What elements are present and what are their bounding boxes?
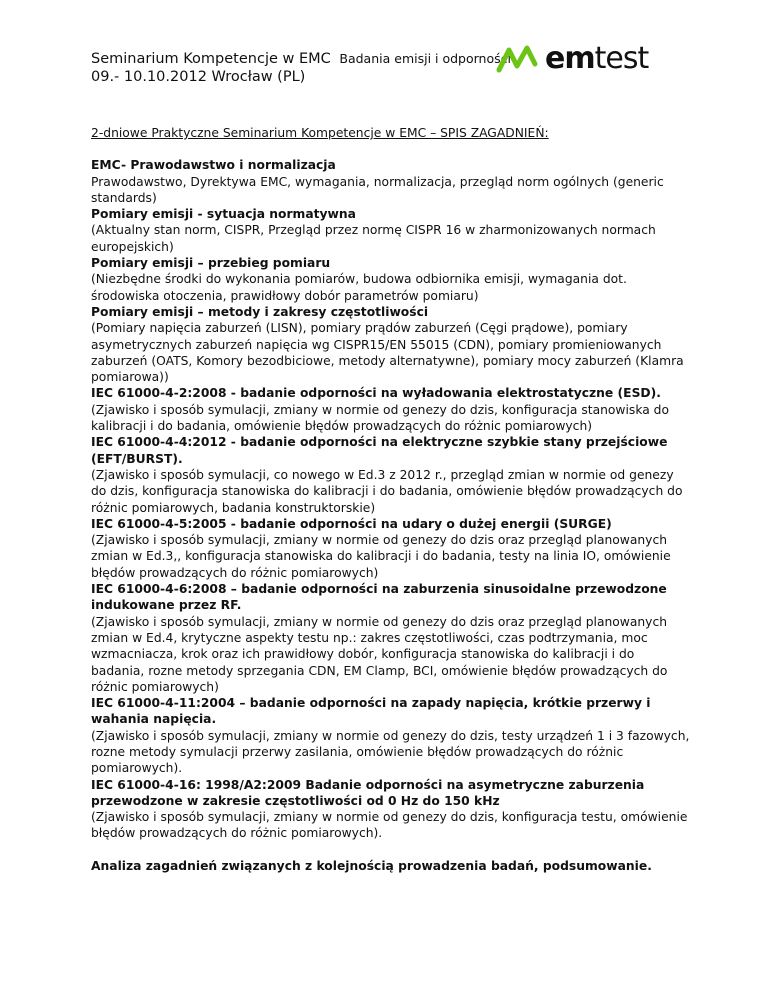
section-heading: EMC- Prawodawstwo i normalizacja xyxy=(91,158,336,173)
section-body: (Zjawisko i sposób symulacji, co nowego w Ed.3 z 2012 r., przegląd zmian w normie od genezy do dzis, konfiguracja stanowiska do kalibracji i do badania, omówienie błędów prowadzących do różnic pomiarowych, badania konstruktorskie) xyxy=(91,467,683,515)
section-heading: IEC 61000-4-2:2008 - badanie odporności na wyładowania elektrostatyczne (ESD). xyxy=(91,386,661,401)
document-title: 2-dniowe Praktyczne Seminarium Kompetencje w EMC – SPIS ZAGADNIEŃ: xyxy=(91,126,549,140)
section-body: (Zjawisko i sposób symulacji, zmiany w normie od genezy do dzis oraz przegląd planowanych zmian w Ed.3,, konfiguracja stanowiska do kalibracji i do badania, testy na linia IO, omówienie błędów prowadzących do różnic pomiarowych) xyxy=(91,533,671,580)
section-body: (Zjawisko i sposób symulacji, zmiany w normie od genezy do dzis, konfiguracja testu, omówienie błędów prowadzących do różnic pomiarowych). xyxy=(91,810,688,841)
seminar-date: 09.- 10.10.2012 Wrocław (PL) xyxy=(91,69,306,85)
logo-wave-icon xyxy=(495,44,539,74)
section-body: (Pomiary napięcia zaburzeń (LISN), pomiary prądów zaburzeń (Cęgi prądowe), pomiary asymetrycznych zaburzeń napięcia wg CISPR15/EN 55015 (CDN), pomiary promieniowanych zaburzeń (OATS, Komory bezodbiciowe, metody alternatywne), pomiary mocy zaburzeń (Klamra pomiarowa)) xyxy=(91,321,684,385)
logo-wordmark xyxy=(545,41,649,76)
section-body: (Zjawisko i sposób symulacji, zmiany w normie od genezy do dzis, testy urządzeń 1 i 3 fazowych, rozne metody symulacji przerwy zasilania, omówienie błędów prowadzących do różnic pomiarowych). xyxy=(91,728,690,776)
emtest-logo xyxy=(495,40,675,78)
logo-text-light: test xyxy=(594,41,649,76)
document-body xyxy=(91,125,691,874)
section-heading: IEC 61000-4-11:2004 – badanie odporności na zapady napięcia, krótkie przerwy i wahania napięcia. xyxy=(91,696,651,727)
section-heading: Pomiary emisji – przebieg pomiaru xyxy=(91,256,331,271)
section-heading: Pomiary emisji – metody i zakresy częstotliwości xyxy=(91,304,429,319)
header-title xyxy=(91,50,511,68)
section-body: (Zjawisko i sposób symulacji, zmiany w normie od genezy do dzis, konfiguracja stanowiska do kalibracji i do badania, omówienie błędów prowadzących do różnic pomiarowych) xyxy=(91,402,669,434)
section-body: (Niezbędne środki do wykonania pomiarów, budowa odbiornika emisji, wymagania dot. środowiska otoczenia, prawidłowy dobór parametrów pomiaru) xyxy=(91,272,627,303)
section-heading: IEC 61000-4-4:2012 - badanie odporności na elektryczne szybkie stany przejściowe (EFT/BURST). xyxy=(91,435,668,466)
section-body: Prawodawstwo, Dyrektywa EMC, wymagania, normalizacja, przegląd norm ogólnych (generic standards) xyxy=(91,174,664,205)
section-heading: IEC 61000-4-6:2008 – badanie odporności na zaburzenia sinusoidalne przewodzone indukowane przez RF. xyxy=(91,582,667,613)
section-body: (Aktualny stan norm, CISPR, Przegląd przez normę CISPR 16 w zharmonizowanych normach europejskich) xyxy=(91,223,656,254)
logo-text-bold: em xyxy=(545,41,595,76)
section-heading: IEC 61000-4-5:2005 - badanie odporności na udary o dużej energii (SURGE) xyxy=(91,516,612,531)
seminar-title: Seminarium Kompetencje w EMC xyxy=(91,51,331,67)
section-heading: IEC 61000-4-16: 1998/A2:2009 Badanie odporności na asymetryczne zaburzenia przewodzone w zakresie częstotliwości od 0 Hz do 150 kHz xyxy=(91,777,645,808)
sections-list xyxy=(91,157,691,841)
closing-line: Analiza zagadnień związanych z kolejnością prowadzenia badań, podsumowanie. xyxy=(91,858,652,873)
section-body: (Zjawisko i sposób symulacji, zmiany w normie od genezy do dzis oraz przegląd planowanych zmian w Ed.4, krytyczne aspekty testu np.: zakres częstotliwości, czas podtrzymania, moc wzmacniacza, krok oraz ich prawidłowy dobór, konfiguracja stanowiska do kalibracji i do badania, rozne metody sprzegania CDN, EM Clamp, BCI, omówienie błędów prowadzących do różnic pomiarowych) xyxy=(91,614,668,694)
seminar-subtitle: Badania emisji i odporności xyxy=(339,51,511,66)
section-heading: Pomiary emisji - sytuacja normatywna xyxy=(91,207,356,222)
